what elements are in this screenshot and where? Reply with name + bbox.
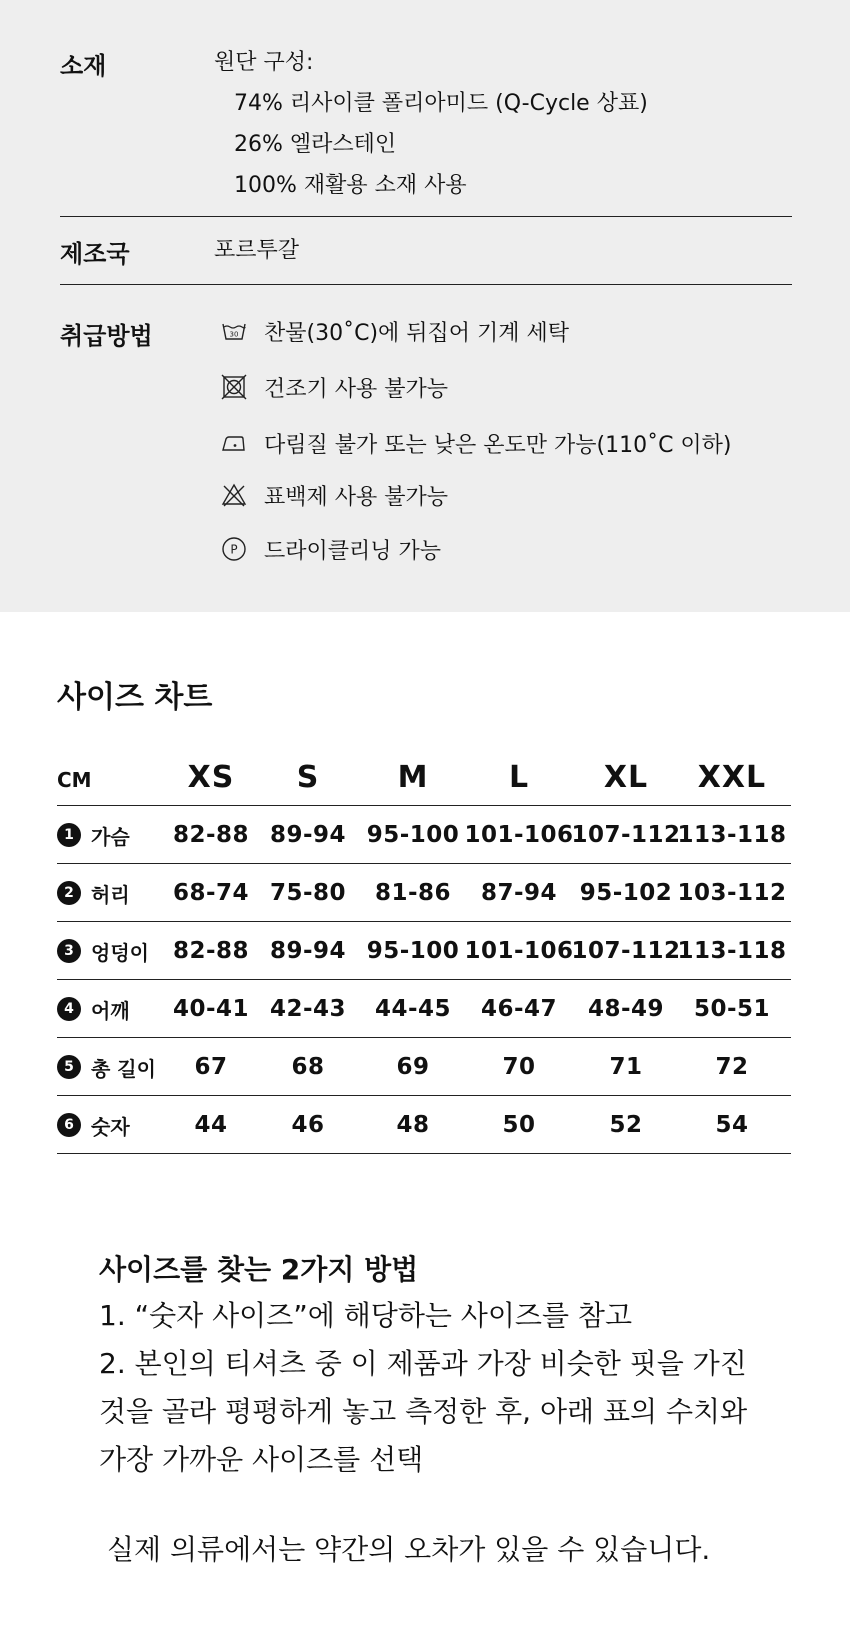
row-number-badge: 4 xyxy=(57,997,81,1021)
size-cell: 95-102 xyxy=(579,880,673,906)
material-line: 100% 재활용 소재 사용 xyxy=(234,173,467,198)
size-col-m: M xyxy=(397,760,429,795)
size-cell: 113-118 xyxy=(677,822,787,848)
size-cell: 69 xyxy=(396,1054,430,1080)
material-line: 26% 엘라스테인 xyxy=(234,132,397,157)
care-text: 다림질 불가 또는 낮은 온도만 가능(110˚C 이하) xyxy=(264,432,732,458)
size-cell: 50 xyxy=(502,1112,536,1138)
size-cell: 103-112 xyxy=(677,880,787,906)
material-line: 원단 구성: xyxy=(214,50,314,75)
size-row xyxy=(57,980,791,1038)
dry-clean-p-icon xyxy=(220,535,248,563)
size-cell: 82-88 xyxy=(172,822,250,848)
row-number-badge: 5 xyxy=(57,1055,81,1079)
divider xyxy=(60,284,792,285)
size-col-xxl: XXL xyxy=(697,760,767,795)
row-label xyxy=(57,1038,156,1096)
size-cell: 107-112 xyxy=(571,938,681,964)
tolerance-note: 실제 의류에서는 약간의 오차가 있을 수 있습니다. xyxy=(107,1533,711,1566)
material-line: 74% 리사이클 폴리아미드 (Q-Cycle 상표) xyxy=(234,91,648,116)
guide-line: 1. “숫자 사이즈”에 해당하는 사이즈를 참고 xyxy=(99,1299,632,1332)
iron-low-icon xyxy=(220,429,248,457)
unit-label: CM xyxy=(57,768,92,792)
row-label-text: 가슴 xyxy=(91,824,130,849)
size-row xyxy=(57,922,791,980)
size-cell: 89-94 xyxy=(269,938,347,964)
row-label-text: 숫자 xyxy=(91,1114,130,1139)
row-label xyxy=(57,922,149,980)
row-label-text: 허리 xyxy=(91,882,130,907)
origin-label: 제조국 xyxy=(60,240,130,268)
size-cell: 75-80 xyxy=(269,880,347,906)
size-cell: 72 xyxy=(715,1054,749,1080)
size-cell: 87-94 xyxy=(480,880,558,906)
row-label xyxy=(57,864,130,922)
size-cell: 40-41 xyxy=(172,996,250,1022)
size-cell: 82-88 xyxy=(172,938,250,964)
row-label xyxy=(57,806,130,864)
size-cell: 107-112 xyxy=(571,822,681,848)
size-col-xs: XS xyxy=(187,760,235,795)
size-row xyxy=(57,864,791,922)
size-chart-title: 사이즈 차트 xyxy=(57,680,213,715)
divider xyxy=(60,216,792,217)
size-row xyxy=(57,1096,791,1154)
size-cell: 68-74 xyxy=(172,880,250,906)
size-row xyxy=(57,1038,791,1096)
size-col-l: L xyxy=(508,760,530,795)
size-cell: 46 xyxy=(291,1112,325,1138)
size-header-row xyxy=(57,752,791,806)
row-label xyxy=(57,1096,130,1154)
size-cell: 44 xyxy=(194,1112,228,1138)
material-label: 소재 xyxy=(60,52,107,80)
care-item xyxy=(220,316,569,346)
care-item xyxy=(220,534,441,564)
size-col-s: S xyxy=(296,760,320,795)
guide-line: 2. 본인의 티셔츠 중 이 제품과 가장 비슷한 핏을 가진 xyxy=(99,1347,747,1380)
row-label-text: 총 길이 xyxy=(91,1056,156,1081)
size-cell: 71 xyxy=(609,1054,643,1080)
guide-line: 것을 골라 평평하게 놓고 측정한 후, 아래 표의 수치와 xyxy=(99,1395,748,1428)
size-cell: 52 xyxy=(609,1112,643,1138)
product-details-panel xyxy=(0,0,850,612)
care-text: 건조기 사용 불가능 xyxy=(264,376,449,402)
care-item xyxy=(220,372,448,402)
care-label: 취급방법 xyxy=(60,322,153,350)
no-tumble-dry-icon xyxy=(220,373,248,401)
size-cell: 89-94 xyxy=(269,822,347,848)
size-cell: 67 xyxy=(194,1054,228,1080)
size-cell: 95-100 xyxy=(366,822,460,848)
size-cell: 54 xyxy=(715,1112,749,1138)
row-number-badge: 3 xyxy=(57,939,81,963)
row-label-text: 어깨 xyxy=(91,998,130,1023)
size-row xyxy=(57,806,791,864)
material-value xyxy=(214,42,648,206)
row-label xyxy=(57,980,130,1038)
wash-30-icon xyxy=(220,317,248,345)
care-item xyxy=(220,428,732,458)
size-cell: 95-100 xyxy=(366,938,460,964)
svg-text:30: 30 xyxy=(229,330,239,339)
origin-value: 포르투갈 xyxy=(214,238,300,263)
size-cell: 81-86 xyxy=(374,880,452,906)
care-text: 드라이클리닝 가능 xyxy=(264,538,442,564)
size-cell: 48-49 xyxy=(587,996,665,1022)
row-number-badge: 6 xyxy=(57,1113,81,1137)
care-text: 표백제 사용 불가능 xyxy=(264,484,449,510)
size-cell: 101-106 xyxy=(464,822,574,848)
size-cell: 46-47 xyxy=(480,996,558,1022)
size-cell: 113-118 xyxy=(677,938,787,964)
row-label-text: 엉덩이 xyxy=(91,940,149,965)
size-col-xl: XL xyxy=(603,760,649,795)
size-cell: 70 xyxy=(502,1054,536,1080)
size-cell: 101-106 xyxy=(464,938,574,964)
guide-title: 사이즈를 찾는 2가지 방법 xyxy=(99,1253,419,1286)
size-cell: 50-51 xyxy=(693,996,771,1022)
size-cell: 48 xyxy=(396,1112,430,1138)
size-chart-table xyxy=(57,752,791,1154)
size-guide xyxy=(99,1248,799,1484)
care-text: 찬물(30˚C)에 뒤집어 기계 세탁 xyxy=(264,320,570,346)
row-number-badge: 2 xyxy=(57,881,81,905)
size-cell: 44-45 xyxy=(374,996,452,1022)
size-cell: 68 xyxy=(291,1054,325,1080)
row-number-badge: 1 xyxy=(57,823,81,847)
no-bleach-icon xyxy=(220,481,248,509)
guide-line: 가장 가까운 사이즈를 선택 xyxy=(99,1443,424,1476)
size-cell: 42-43 xyxy=(269,996,347,1022)
care-item xyxy=(220,480,448,510)
svg-text:P: P xyxy=(230,542,238,557)
